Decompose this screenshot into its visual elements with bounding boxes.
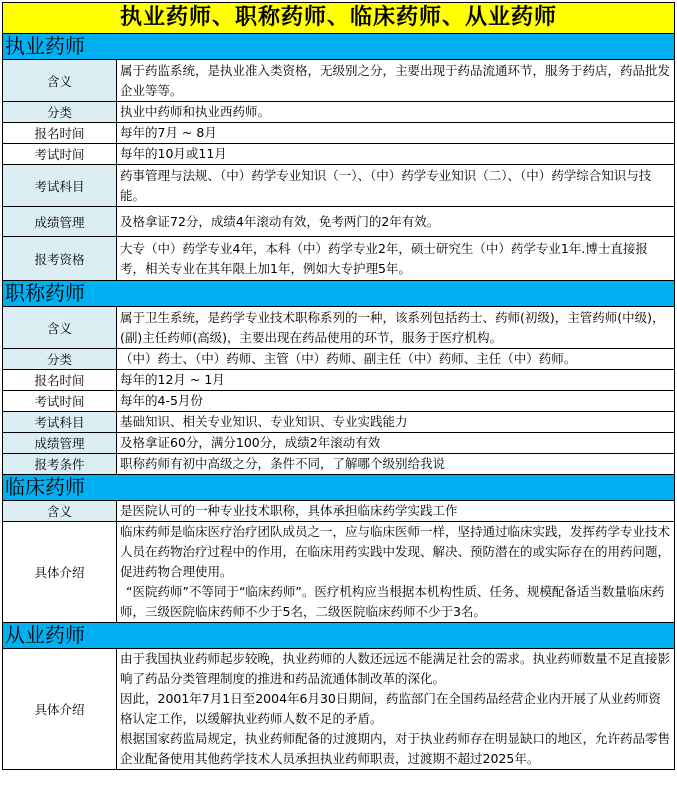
row-value: 是医院认可的一种专业技术职称，具体承担临床药学实践工作 xyxy=(117,501,675,522)
row-value: （中）药士、（中）药师、主管（中）药师、副主任（中）药师、主任（中）药师。 xyxy=(117,349,675,370)
row-label: 具体介绍 xyxy=(3,522,117,623)
table-row xyxy=(3,433,675,454)
row-label: 报名时间 xyxy=(3,370,117,391)
table-row xyxy=(3,501,675,522)
table-row xyxy=(3,165,675,207)
row-value: 属于药监系统，是执业准入类资格，无级别之分，主要出现于药品流通环节，服务于药店，药品批发企业等等。 xyxy=(117,60,675,102)
section-title-linchuang: 临床药师 xyxy=(3,475,675,501)
table-row xyxy=(3,412,675,433)
row-value: 职称药师有初中高级之分，条件不同，了解哪个级别给我说 xyxy=(117,454,675,475)
row-value xyxy=(117,522,675,623)
pharmacist-comparison-table xyxy=(2,2,675,770)
title-row xyxy=(3,3,675,34)
section-title-zhicheng: 职称药师 xyxy=(3,281,675,307)
row-label: 报名时间 xyxy=(3,123,117,144)
row-value: 每年的7月 ~ 8月 xyxy=(117,123,675,144)
page-title: 执业药师、职称药师、临床药师、从业药师 xyxy=(3,3,675,34)
table-row xyxy=(3,144,675,165)
row-label: 成绩管理 xyxy=(3,207,117,237)
row-label: 含义 xyxy=(3,307,117,349)
table-row xyxy=(3,349,675,370)
row-label: 分类 xyxy=(3,349,117,370)
row-value: 每年的12月 ~ 1月 xyxy=(117,370,675,391)
row-label: 考试科目 xyxy=(3,165,117,207)
section-title-zhiye: 执业药师 xyxy=(3,34,675,60)
row-label: 含义 xyxy=(3,60,117,102)
table-row xyxy=(3,307,675,349)
intro-paragraph: 由于我国执业药师起步较晚，执业药师的人数还远远不能满足社会的需求。执业药师数量不足直接影响了药品分类管理制度的推进和药品流通体制改革的深化。 xyxy=(120,651,671,686)
row-label: 具体介绍 xyxy=(3,649,117,770)
row-value: 基础知识、相关专业知识、专业知识、专业实践能力 xyxy=(117,412,675,433)
row-value: 药事管理与法规、（中）药学专业知识（一）、（中）药学专业知识（二）、（中）药学综合知识与技能。 xyxy=(117,165,675,207)
row-value: 及格拿证60分，满分100分，成绩2年滚动有效 xyxy=(117,433,675,454)
intro-paragraph: 因此，2001年7月1日至2004年6月30日期间，药监部门在全国药品经营企业内开展了从业药师资格认定工作，以缓解执业药师人数不足的矛盾。 xyxy=(120,691,661,726)
row-label: 报考资格 xyxy=(3,237,117,281)
row-value: 每年的4-5月份 xyxy=(117,391,675,412)
section-header-congye xyxy=(3,623,675,649)
row-value: 大专（中）药学专业4年，本科（中）药学专业2年，硕士研究生（中）药学专业1年.博士直接报考，相关专业在其年限上加1年，例如大专护理5年。 xyxy=(117,237,675,281)
row-value xyxy=(117,649,675,770)
row-value: 执业中药师和执业西药师。 xyxy=(117,102,675,123)
intro-paragraph: 根据国家药监局规定，执业药师配备的过渡期内，对于执业药师存在明显缺口的地区，允许药品零售企业配备使用其他药学技术人员承担执业药师职责，过渡期不超过2025年。 xyxy=(120,731,671,766)
table-row xyxy=(3,102,675,123)
row-value: 每年的10月或11月 xyxy=(117,144,675,165)
row-label: 考试科目 xyxy=(3,412,117,433)
row-label: 含义 xyxy=(3,501,117,522)
row-label: 成绩管理 xyxy=(3,433,117,454)
section-header-linchuang xyxy=(3,475,675,501)
table-row xyxy=(3,522,675,623)
row-label: 分类 xyxy=(3,102,117,123)
row-label: 报考条件 xyxy=(3,454,117,475)
table-row xyxy=(3,649,675,770)
row-value: 及格拿证72分，成绩4年滚动有效，免考两门的2年有效。 xyxy=(117,207,675,237)
section-title-congye: 从业药师 xyxy=(3,623,675,649)
section-header-zhiye xyxy=(3,34,675,60)
row-label: 考试时间 xyxy=(3,391,117,412)
section-header-zhicheng xyxy=(3,281,675,307)
table-row xyxy=(3,60,675,102)
intro-paragraph: “医院药师”不等同于“临床药师”。医疗机构应当根据本机构性质、任务、规模配备适当数量临床药师，三级医院临床药师不少于5名，二级医院临床药师不少于3名。 xyxy=(120,584,665,619)
table-row xyxy=(3,391,675,412)
table-row xyxy=(3,370,675,391)
intro-paragraph: 临床药师是临床医疗治疗团队成员之一，应与临床医师一样，坚持通过临床实践，发挥药学专业技术人员在药物治疗过程中的作用，在临床用药实践中发现、解决、预防潜在的或实际存在的用药问题，促进药物合理使用。 xyxy=(120,524,671,579)
table-row xyxy=(3,123,675,144)
table-row xyxy=(3,237,675,281)
row-value: 属于卫生系统，是药学专业技术职称系列的一种，该系列包括药士、药师(初级)，主管药师(中级)，(副)主任药师(高级)，主要出现在药品使用的环节，服务于医疗机构。 xyxy=(117,307,675,349)
row-label: 考试时间 xyxy=(3,144,117,165)
table-row xyxy=(3,207,675,237)
table-row xyxy=(3,454,675,475)
